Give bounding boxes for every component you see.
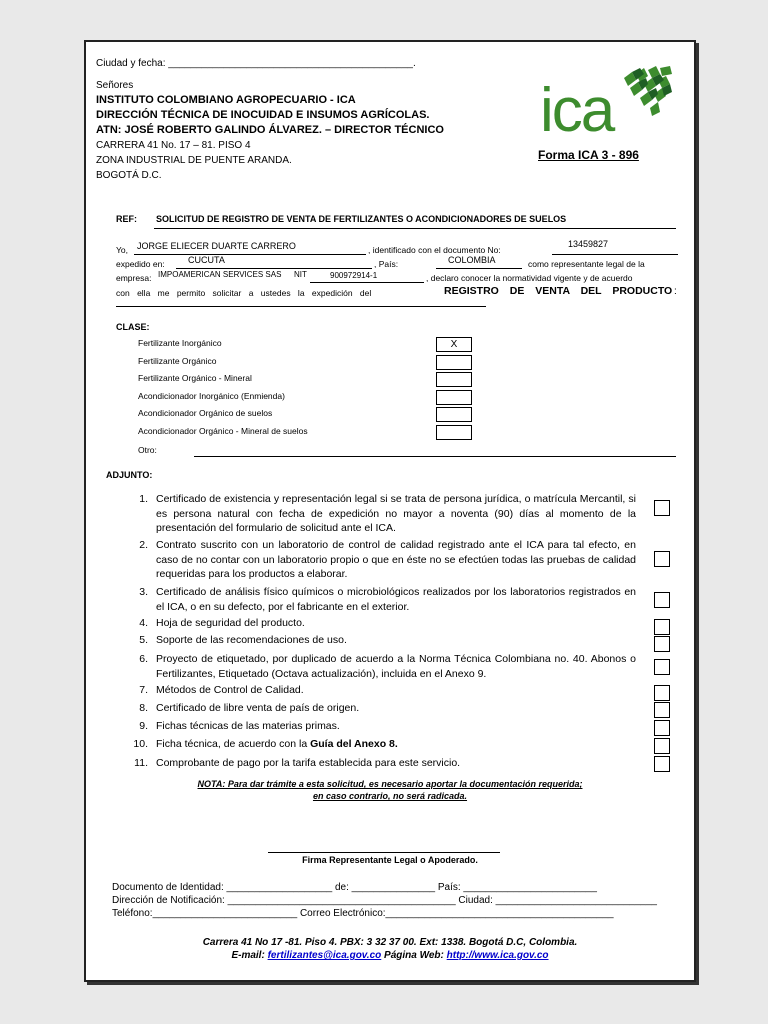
adjunto-item-text [156, 652, 636, 681]
adjunto-item-checkbox[interactable] [654, 551, 670, 567]
contact-line [86, 950, 694, 961]
clase-option-box[interactable] [436, 407, 472, 422]
adjunto-item-text [156, 701, 636, 716]
adjunto-item-checkbox[interactable] [654, 636, 670, 652]
adjunto-item-checkbox[interactable] [654, 738, 670, 754]
adjunto-item-text-body: Comprobante de pago por la tarifa establecida para este servicio. [156, 757, 461, 769]
adjunto-item-number: 5. [139, 634, 148, 646]
footer-notification-line[interactable]: Dirección de Notificación: _________________________________________ Ciudad: _____________________________ [112, 895, 657, 906]
adjunto-item-text-body: Certificado de existencia y representación legal si se trata de persona jurídica, o matrícula Mercantil, si es persona natural con fecha de expedición no mayor a noventa (90) días al momento de la presentación del formulario de solicitud ante el ICA. [156, 493, 636, 535]
adjunto-item-number: 8. [139, 702, 148, 714]
address-line-3: BOGOTÁ D.C. [96, 170, 162, 181]
adjunto-item-text-body: Certificado de libre venta de país de origen. [156, 702, 360, 714]
adjunto-item-checkbox[interactable] [654, 685, 670, 701]
adjunto-item-text-body: Hoja de seguridad del producto. [156, 617, 305, 629]
adjunto-item-checkbox[interactable] [654, 659, 670, 675]
registro-colon: : [674, 286, 677, 297]
otro-label: Otro: [138, 445, 157, 455]
adjunto-item-checkbox[interactable] [654, 592, 670, 608]
adjunto-item-text-body: Métodos de Control de Calidad. [156, 684, 304, 696]
adjunto-item-text [156, 737, 636, 752]
clase-option-box[interactable] [436, 355, 472, 370]
ref-underline [154, 228, 676, 229]
adjunto-item-text-body: Proyecto de etiquetado, por duplicado de acuerdo a la Norma Técnica Colombiana no. 40. Abonos o Fertilizantes, Etiquetado (Octava actualización), incluida en el Anexo 9. [156, 653, 636, 680]
email-label: E-mail: [231, 950, 265, 961]
adjunto-item-text-bold: Guía del Anexo 8. [310, 738, 398, 750]
signature-label: Firma Representante Legal o Apoderado. [302, 855, 478, 865]
clase-option-box[interactable] [436, 425, 472, 440]
adjunto-item-text-body: Contrato suscrito con un laboratorio de control de calidad registrado ante el ICA para tal efecto, en caso de no contar con un laboratorio propio o que en éste no se efectúen todas las pruebas de calidad requeridas para los productos a elaborar. [156, 539, 636, 581]
salutation: Señores [96, 80, 134, 91]
adjunto-item-checkbox[interactable] [654, 500, 670, 516]
clase-option-label: Fertilizante Inorgánico [138, 338, 222, 348]
adjunto-item-text [156, 719, 636, 734]
adjunto-item-number: 3. [139, 586, 148, 598]
document-number[interactable]: 13459827 [568, 239, 609, 249]
clase-option-label: Fertilizante Orgánico - Mineral [138, 373, 252, 383]
form-code: Forma ICA 3 - 896 [538, 148, 639, 162]
city-underline [176, 268, 372, 269]
country-underline [436, 268, 522, 269]
adjunto-item-text [156, 756, 636, 771]
company-name[interactable]: IMPOAMERICAN SERVICES SAS [158, 270, 282, 279]
form-page [84, 40, 696, 982]
representante-text: como representante legal de la [528, 259, 645, 269]
adjunto-item-checkbox[interactable] [654, 702, 670, 718]
clase-option-label: Acondicionador Orgánico de suelos [138, 408, 273, 418]
issue-city[interactable]: CUCUTA [188, 255, 225, 265]
identificado-text: , identificado con el documento No: [368, 245, 501, 255]
adjunto-item-text [156, 633, 636, 648]
declaro-text: , declaro conocer la normatividad vigente y de acuerdo [426, 273, 633, 283]
document-underline [552, 254, 678, 255]
clase-option-label: Fertilizante Orgánico [138, 355, 217, 366]
adjunto-item-number: 6. [139, 653, 148, 665]
expedido-label: expedido en: [116, 259, 165, 269]
clase-option-box[interactable] [436, 372, 472, 387]
clase-option-label: Acondicionador Orgánico - Mineral de suelos [138, 425, 308, 436]
adjunto-item-number: 7. [139, 684, 148, 696]
adjunto-item-text [156, 492, 636, 536]
yo-label: Yo, [116, 245, 128, 255]
applicant-name[interactable]: JORGE ELIECER DUARTE CARRERO [137, 241, 296, 251]
adjunto-item-text-body: Certificado de análisis físico químicos o microbiológicos realizados por los laboratorios registrados en el ICA, o en su defecto, por el fabricante en el exterior. [156, 586, 636, 613]
email-link[interactable]: fertilizantes@ica.gov.co [267, 950, 382, 961]
adjunto-item-checkbox[interactable] [654, 619, 670, 635]
nit-label: NIT [294, 270, 307, 279]
adjunto-item-number: 2. [139, 539, 148, 551]
adjunto-item-number: 10. [133, 738, 148, 750]
footer-document-line[interactable]: Documento de Identidad: ___________________ de: _______________ País: ________________________ [112, 882, 597, 893]
nit-underline [310, 282, 424, 283]
clase-option-label: Acondicionador Inorgánico (Enmienda) [138, 390, 285, 401]
adjunto-item-checkbox[interactable] [654, 756, 670, 772]
adjunto-item-number: 4. [139, 617, 148, 629]
city-date-line: Ciudad y fecha: ____________________________________________. [96, 58, 416, 69]
product-name-line[interactable] [116, 306, 486, 307]
direction-name: DIRECCIÓN TÉCNICA DE INOCUIDAD E INSUMOS AGRÍCOLAS. [96, 109, 430, 121]
registro-text: REGISTRO DE VENTA DEL PRODUCTO [444, 285, 673, 297]
attention-line: ATN: JOSÉ ROBERTO GALINDO ÁLVAREZ. – DIRECTOR TÉCNICO [96, 124, 444, 136]
institute-name: INSTITUTO COLOMBIANO AGROPECUARIO - ICA [96, 94, 356, 106]
adjunto-item-text-body: Soporte de las recomendaciones de uso. [156, 634, 347, 646]
adjunto-item-text [156, 585, 636, 614]
adjunto-item-text-body: Ficha técnica, de acuerdo con la [156, 738, 311, 750]
nota-line-1: NOTA: Para dar trámite a esta solicitud, es necesario aportar la documentación requerida; [197, 779, 583, 789]
footer-phone-line[interactable]: Teléfono:__________________________ Correo Electrónico:_________________________________________ [112, 908, 614, 919]
adjunto-item-text [156, 683, 636, 698]
web-label: Página Web: [384, 950, 444, 961]
adjunto-label: ADJUNTO: [106, 470, 153, 480]
adjunto-item-number: 1. [139, 493, 148, 505]
address-line-2: ZONA INDUSTRIAL DE PUENTE ARANDA. [96, 155, 292, 166]
web-link[interactable]: http://www.ica.gov.co [446, 950, 549, 961]
clase-option-box[interactable]: X [436, 337, 472, 352]
ref-label: REF: [116, 214, 137, 224]
adjunto-item-number: 9. [139, 720, 148, 732]
adjunto-item-text-body: Fichas técnicas de las materias primas. [156, 720, 340, 732]
ica-logo [536, 66, 686, 148]
adjunto-item-text [156, 538, 636, 582]
adjunto-item-checkbox[interactable] [654, 720, 670, 736]
ref-text: SOLICITUD DE REGISTRO DE VENTA DE FERTILIZANTES O ACONDICIONADORES DE SUELOS [156, 214, 567, 224]
clase-label: CLASE: [116, 322, 150, 332]
name-underline [134, 254, 366, 255]
address-line-1: CARRERA 41 No. 17 – 81. PISO 4 [96, 140, 251, 151]
pais-label: , País: [374, 259, 399, 269]
signature-line[interactable] [268, 852, 500, 853]
adjunto-item-number: 11. [134, 757, 148, 769]
adjunto-item-text [156, 616, 636, 631]
empresa-label: empresa: [116, 273, 152, 283]
nit-number[interactable]: 900972914-1 [330, 271, 378, 280]
otro-line[interactable] [194, 456, 676, 457]
country[interactable]: COLOMBIA [448, 255, 496, 265]
ica-logo-text: ica [540, 76, 614, 145]
contact-address: Carrera 41 No 17 -81. Piso 4. PBX: 3 32 37 00. Ext: 1338. Bogotá D.C, Colombia. [202, 937, 578, 948]
nota-line-2: en caso contrario, no será radicada. [312, 791, 468, 801]
con-ella-text: con ella me permito solicitar a ustedes la expedición del [116, 288, 372, 298]
clase-option-box[interactable] [436, 390, 472, 405]
